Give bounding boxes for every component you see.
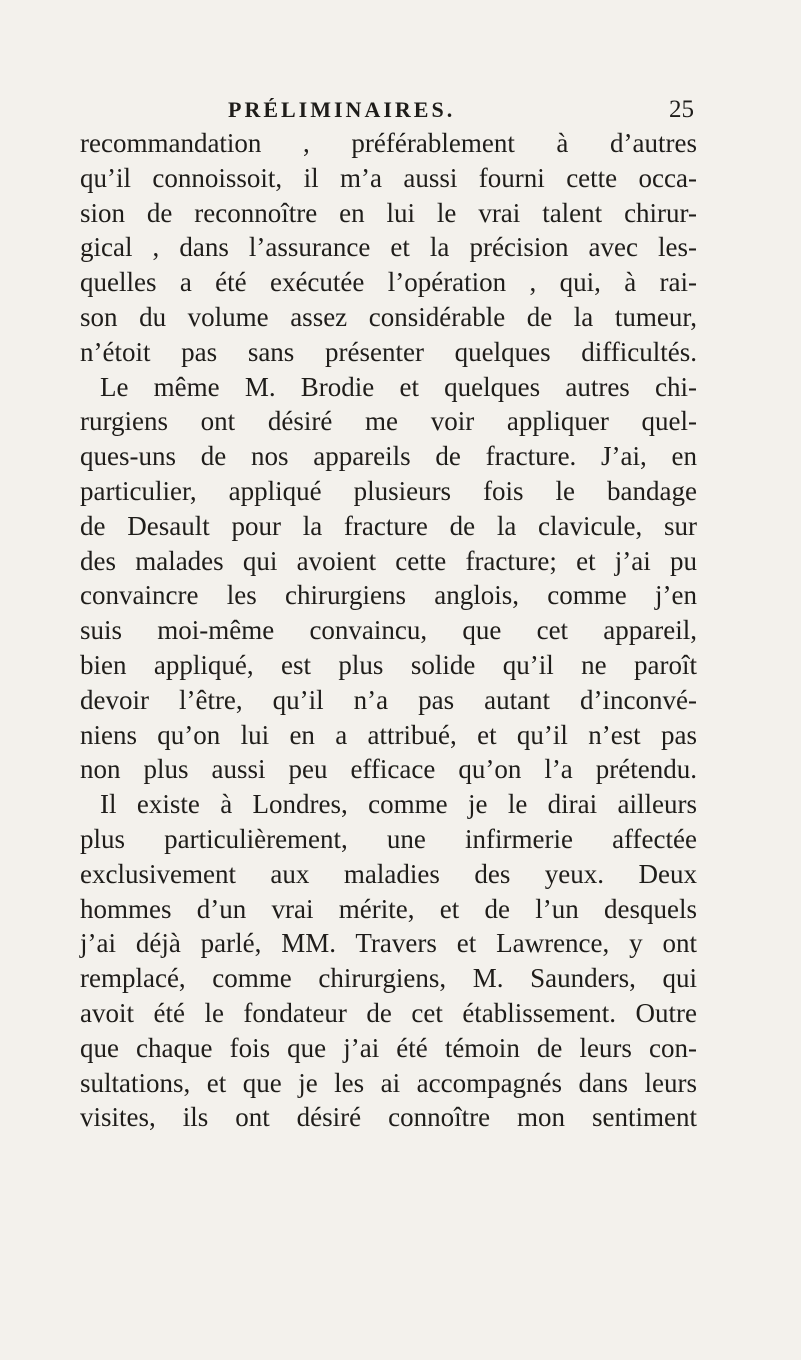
text-line: ques-uns de nos appareils de fracture. J’ai, en <box>80 441 697 472</box>
text-line: son du volume assez considérable de la tumeur, <box>80 301 697 332</box>
text-line: que chaque fois que j’ai été témoin de leurs con- <box>80 1032 697 1063</box>
body-text <box>80 126 697 1135</box>
text-line: plus particulièrement, une infirmerie affectée <box>80 823 697 854</box>
text-line: rurgiens ont désiré me voir appliquer quel- <box>80 406 697 437</box>
text-line: hommes d’un vrai mérite, et de l’un desquels <box>80 893 697 924</box>
text-line: avoit été le fondateur de cet établissement. Outre <box>80 997 697 1028</box>
text-line: niens qu’on lui en a attribué, et qu’il n’est pas <box>80 719 697 750</box>
text-line: particulier, appliqué plusieurs fois le bandage <box>80 475 697 506</box>
text-line: devoir l’être, qu’il n’a pas autant d’inconvé- <box>80 684 697 715</box>
text-line: sion de reconnoître en lui le vrai talent chirur- <box>80 197 697 228</box>
text-line: gical , dans l’assurance et la précision avec les- <box>80 232 697 263</box>
text-line: j’ai déjà parlé, MM. Travers et Lawrence, y ont <box>80 928 697 959</box>
text-line: recommandation , préférablement à d’autres <box>80 128 697 158</box>
text-line: sultations, et que je les ai accompagnés dans leurs <box>80 1067 697 1098</box>
page-number: 25 <box>669 96 694 123</box>
running-title: PRÉLIMINAIRES. <box>228 97 456 122</box>
text-line: remplacé, comme chirurgiens, M. Saunders, qui <box>80 963 697 994</box>
text-line: suis moi-même convaincu, que cet appareil, <box>80 615 697 646</box>
paragraph-start-line: Il existe à Londres, comme je le dirai ailleurs <box>100 789 697 820</box>
text-line: visites, ils ont désiré connoître mon sentiment <box>80 1102 697 1133</box>
text-line: des malades qui avoient cette fracture; et j’ai pu <box>80 545 697 576</box>
text-line: exclusivement aux maladies des yeux. Deux <box>80 858 697 889</box>
text-line: n’étoit pas sans présenter quelques difficultés. <box>80 336 697 367</box>
paragraph-start-line: Le même M. Brodie et quelques autres chi- <box>100 371 697 402</box>
text-line: bien appliqué, est plus solide qu’il ne paroît <box>80 649 697 680</box>
text-line: de Desault pour la fracture de la clavicule, sur <box>80 510 697 541</box>
text-line: convaincre les chirurgiens anglois, comme j’en <box>80 580 697 611</box>
text-line: non plus aussi peu efficace qu’on l’a prétendu. <box>80 754 697 785</box>
text-line: quelles a été exécutée l’opération , qui, à rai- <box>80 267 697 298</box>
running-head <box>228 95 694 125</box>
text-line: qu’il connoissoit, il m’a aussi fourni cette occa- <box>80 162 697 193</box>
